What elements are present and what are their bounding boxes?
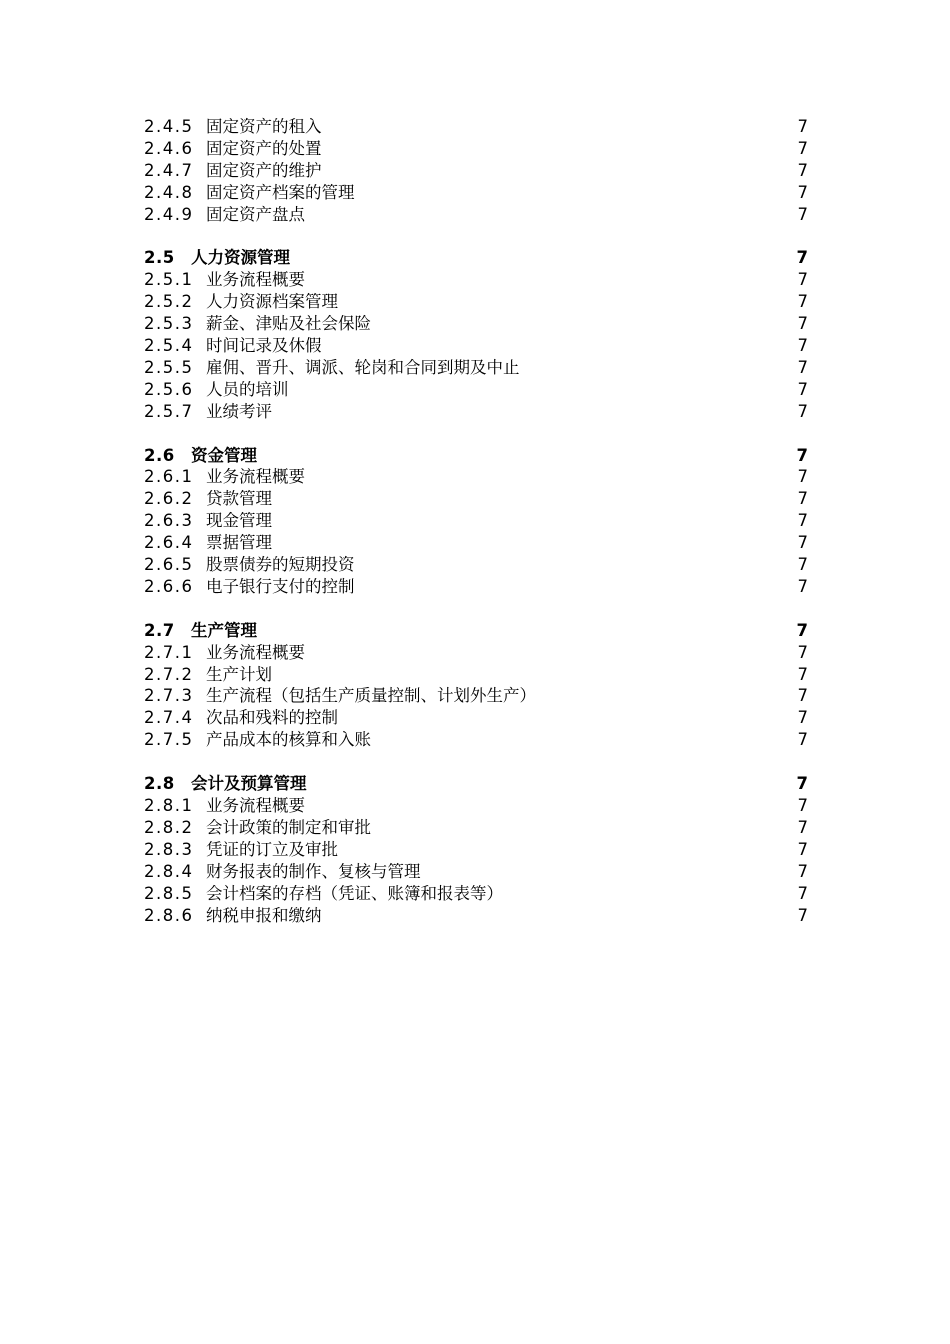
toc-page-number: 7: [797, 686, 808, 706]
toc-entry-number: 2.8.3: [144, 839, 194, 859]
toc-page-number: 7: [797, 839, 808, 859]
toc-section-heading[interactable]: [144, 247, 808, 269]
toc-page-number: 7: [797, 357, 808, 377]
toc-entry-number: 2.8.4: [144, 861, 194, 881]
toc-page-number: 7: [797, 905, 808, 925]
toc-entry-number: 2.8.1: [144, 796, 194, 816]
toc-entry[interactable]: [144, 883, 808, 905]
toc-entry-title: 业务流程概要: [206, 642, 305, 662]
toc-entry-title: 生产流程（包括生产质量控制、计划外生产）: [206, 686, 536, 706]
toc-page-number: 7: [797, 883, 808, 903]
toc-entry-title: 固定资产的租入: [206, 117, 322, 136]
toc-entry-number: 2.6.4: [144, 533, 194, 553]
toc-entry-title: 固定资产的处置: [206, 138, 322, 158]
toc-entry-title: 票据管理: [206, 533, 272, 553]
toc-entry[interactable]: [144, 160, 808, 182]
toc-entry-number: 2.5.6: [144, 379, 194, 399]
toc-entry-number: 2.6: [144, 445, 175, 465]
toc-entry[interactable]: [144, 642, 808, 664]
toc-entry[interactable]: [144, 510, 808, 532]
toc-entry-title: 次品和残料的控制: [206, 708, 338, 728]
toc-page-number: 7: [797, 160, 808, 180]
toc-section-heading[interactable]: [144, 773, 808, 795]
toc-entry-title: 纳税申报和缴纳: [206, 905, 322, 925]
toc-entry-title: 固定资产档案的管理: [206, 182, 355, 202]
toc-entry-title: 业绩考评: [206, 401, 272, 421]
toc-entry-number: 2.5.5: [144, 357, 194, 377]
toc-page-number: 7: [797, 467, 808, 487]
toc-page-number: 7: [797, 796, 808, 816]
toc-entry[interactable]: [144, 335, 808, 357]
toc-entry-title: 贷款管理: [206, 489, 272, 509]
toc-page-number: 7: [797, 708, 808, 728]
toc-page-number: 7: [797, 664, 808, 684]
toc-section-heading[interactable]: [144, 445, 808, 467]
toc-entry-number: 2.7: [144, 620, 175, 640]
toc-entry[interactable]: [144, 839, 808, 861]
toc-entry-number: 2.7.3: [144, 686, 194, 706]
toc-entry[interactable]: [144, 664, 808, 686]
toc-entry[interactable]: [144, 685, 808, 707]
toc-page-number: 7: [796, 248, 808, 268]
toc-page-number: 7: [797, 292, 808, 312]
toc-entry[interactable]: [144, 379, 808, 401]
toc-entry[interactable]: [144, 532, 808, 554]
toc-entry-title: 现金管理: [206, 511, 272, 531]
toc-entry-number: 2.5.3: [144, 314, 194, 334]
toc-entry-number: 2.8.6: [144, 905, 194, 925]
toc-entry[interactable]: [144, 554, 808, 576]
toc-page-number: 7: [797, 138, 808, 158]
toc-page-number: 7: [797, 336, 808, 356]
toc-page-number: 7: [796, 445, 808, 465]
toc-entry[interactable]: [144, 138, 808, 160]
toc-entry[interactable]: [144, 291, 808, 313]
toc-entry-title: 人力资源管理: [191, 248, 290, 268]
toc-entry-title: 时间记录及休假: [206, 336, 322, 356]
toc-page-number: 7: [797, 379, 808, 399]
toc-page-number: 7: [797, 576, 808, 596]
toc-entry-number: 2.4.7: [144, 160, 194, 180]
toc-entry-number: 2.6.2: [144, 489, 194, 509]
toc-entry[interactable]: [144, 466, 808, 488]
toc-page-number: 7: [796, 620, 808, 640]
toc-entry-number: 2.6.5: [144, 555, 194, 575]
toc-entry-title: 资金管理: [191, 445, 257, 465]
toc-entry[interactable]: [144, 204, 808, 226]
toc-entry-number: 2.5.7: [144, 401, 194, 421]
toc-entry[interactable]: [144, 707, 808, 729]
toc-entry-title: 财务报表的制作、复核与管理: [206, 861, 421, 881]
toc-entry[interactable]: [144, 817, 808, 839]
toc-entry[interactable]: [144, 576, 808, 598]
toc-entry-title: 产品成本的核算和入账: [206, 730, 371, 750]
toc-page-number: 7: [797, 204, 808, 224]
toc-entry-number: 2.8: [144, 774, 175, 794]
toc-entry-number: 2.6.1: [144, 467, 194, 487]
toc-entry-title: 人员的培训: [206, 379, 289, 399]
toc-page-number: 7: [797, 489, 808, 509]
toc-entry-number: 2.8.5: [144, 883, 194, 903]
toc-page-number: 7: [797, 401, 808, 421]
toc-entry-title: 业务流程概要: [206, 796, 305, 816]
toc-entry[interactable]: [144, 116, 808, 138]
toc-page-number: 7: [797, 314, 808, 334]
toc-entry[interactable]: [144, 488, 808, 510]
toc-page-number: 7: [797, 182, 808, 202]
toc-page-number: 7: [797, 555, 808, 575]
toc-entry-number: 2.5.4: [144, 336, 194, 356]
toc-entry-title: 会计及预算管理: [191, 774, 307, 794]
toc-entry-number: 2.6.3: [144, 511, 194, 531]
toc-entry-number: 2.7.2: [144, 664, 194, 684]
toc-entry-title: 生产计划: [206, 664, 272, 684]
toc-entry-title: 固定资产盘点: [206, 204, 305, 224]
toc-entry[interactable]: [144, 313, 808, 335]
toc-page-number: 7: [797, 511, 808, 531]
toc-entry-number: 2.7.5: [144, 730, 194, 750]
toc-entry[interactable]: [144, 401, 808, 423]
toc-page-number: 7: [797, 270, 808, 290]
toc-entry-number: 2.5.2: [144, 292, 194, 312]
toc-entry-title: 业务流程概要: [206, 467, 305, 487]
toc-entry-title: 业务流程概要: [206, 270, 305, 290]
toc-entry-title: 电子银行支付的控制: [206, 576, 355, 596]
toc-page-number: 7: [796, 774, 808, 794]
toc-entry[interactable]: [144, 905, 808, 927]
toc-entry[interactable]: [144, 729, 808, 751]
toc-entry-title: 会计政策的制定和审批: [206, 817, 371, 837]
toc-entry-number: 2.7.1: [144, 642, 194, 662]
toc-entry-number: 2.4.5: [144, 117, 194, 136]
toc-entry-title: 会计档案的存档（凭证、账簿和报表等）: [206, 883, 503, 903]
toc-entry[interactable]: [144, 182, 808, 204]
toc-entry[interactable]: [144, 861, 808, 883]
toc-page-number: 7: [797, 533, 808, 553]
toc-page-number: 7: [797, 730, 808, 750]
toc-page-number: 7: [797, 117, 808, 136]
toc-entry-title: 雇佣、晋升、调派、轮岗和合同到期及中止: [206, 357, 520, 377]
toc-entry-title: 人力资源档案管理: [206, 292, 338, 312]
toc-entry-title: 生产管理: [191, 620, 257, 640]
toc-entry-number: 2.4.6: [144, 138, 194, 158]
toc-entry-number: 2.5: [144, 248, 175, 268]
table-of-contents: [144, 116, 808, 926]
toc-entry-number: 2.6.6: [144, 576, 194, 596]
toc-page-number: 7: [797, 861, 808, 881]
toc-entry-number: 2.5.1: [144, 270, 194, 290]
toc-entry-title: 固定资产的维护: [206, 160, 322, 180]
toc-page-number: 7: [797, 642, 808, 662]
toc-entry[interactable]: [144, 357, 808, 379]
toc-entry-number: 2.7.4: [144, 708, 194, 728]
toc-page-number: 7: [797, 817, 808, 837]
toc-entry-number: 2.4.8: [144, 182, 194, 202]
toc-entry[interactable]: [144, 269, 808, 291]
toc-entry-title: 薪金、津贴及社会保险: [206, 314, 371, 334]
toc-section-heading[interactable]: [144, 620, 808, 642]
toc-entry-title: 股票债券的短期投资: [206, 555, 355, 575]
toc-entry-number: 2.4.9: [144, 204, 194, 224]
toc-entry[interactable]: [144, 795, 808, 817]
toc-entry-title: 凭证的订立及审批: [206, 839, 338, 859]
toc-entry-number: 2.8.2: [144, 817, 194, 837]
